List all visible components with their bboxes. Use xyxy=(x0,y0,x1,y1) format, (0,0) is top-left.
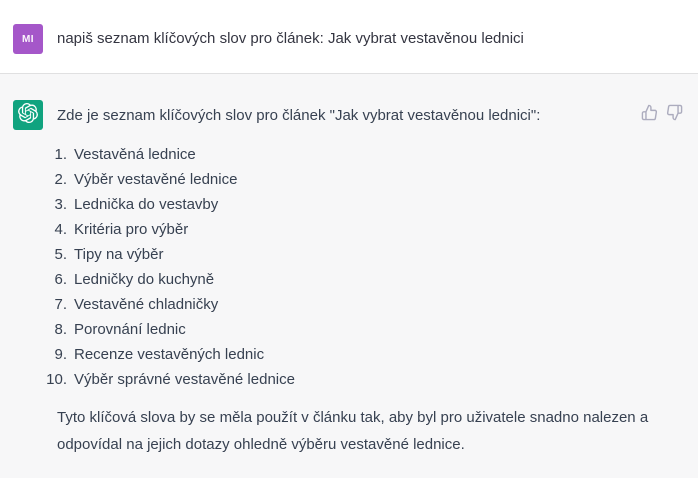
list-item xyxy=(45,192,682,217)
chatgpt-logo-icon xyxy=(18,103,38,128)
list-item-text: Porovnání lednic xyxy=(74,321,186,338)
user-avatar-initials: MI xyxy=(22,33,34,45)
list-item-text: Výběr vestavěné lednice xyxy=(74,171,238,188)
assistant-outro-text: Tyto klíčová slova by se měla použít v článku tak, aby byl pro uživatele snadno nalezen a odpovídal na jejich dotazy ohledně výběru vestavěné lednice. xyxy=(57,409,649,453)
list-item xyxy=(45,242,682,267)
list-item-number: 1. xyxy=(54,146,67,163)
chatgpt-avatar xyxy=(13,100,43,130)
list-item-number: 4. xyxy=(54,221,67,238)
thumbs-up-icon[interactable] xyxy=(641,104,658,121)
list-item-number: 2. xyxy=(54,171,67,188)
list-item xyxy=(45,267,682,292)
list-item-number: 7. xyxy=(54,296,67,313)
user-message-text: napiš seznam klíčových slov pro článek: Jak vybrat vestavěnou lednici xyxy=(57,30,524,47)
list-item-text: Vestavěná lednice xyxy=(74,146,196,163)
list-item-number: 10. xyxy=(46,371,67,388)
feedback-controls xyxy=(641,104,683,121)
list-item xyxy=(45,217,682,242)
list-item xyxy=(45,317,682,342)
user-avatar xyxy=(13,24,43,54)
list-item-text: Tipy na výběr xyxy=(74,246,164,263)
list-item-text: Vestavěné chladničky xyxy=(74,296,219,313)
list-item xyxy=(45,292,682,317)
list-item xyxy=(45,342,682,367)
user-message-row xyxy=(0,0,698,73)
list-item xyxy=(45,142,682,167)
list-item-text: Kritéria pro výběr xyxy=(74,221,189,238)
list-item-text: Ledničky do kuchyně xyxy=(74,271,215,288)
keyword-list xyxy=(45,142,682,392)
list-item xyxy=(45,367,682,392)
list-item-number: 6. xyxy=(54,271,67,288)
list-item-number: 3. xyxy=(54,196,67,213)
list-item-text: Výběr správné vestavěné lednice xyxy=(74,371,295,388)
assistant-message-row xyxy=(0,73,698,478)
list-item-number: 8. xyxy=(54,321,67,338)
list-item-number: 9. xyxy=(54,346,67,363)
list-item-number: 5. xyxy=(54,246,67,263)
list-item xyxy=(45,167,682,192)
assistant-intro-text: Zde je seznam klíčových slov pro článek "Jak vybrat vestavěnou lednici": xyxy=(57,107,541,124)
list-item-text: Recenze vestavěných lednic xyxy=(74,346,265,363)
list-item-text: Lednička do vestavby xyxy=(74,196,219,213)
thumbs-down-icon[interactable] xyxy=(666,104,683,121)
